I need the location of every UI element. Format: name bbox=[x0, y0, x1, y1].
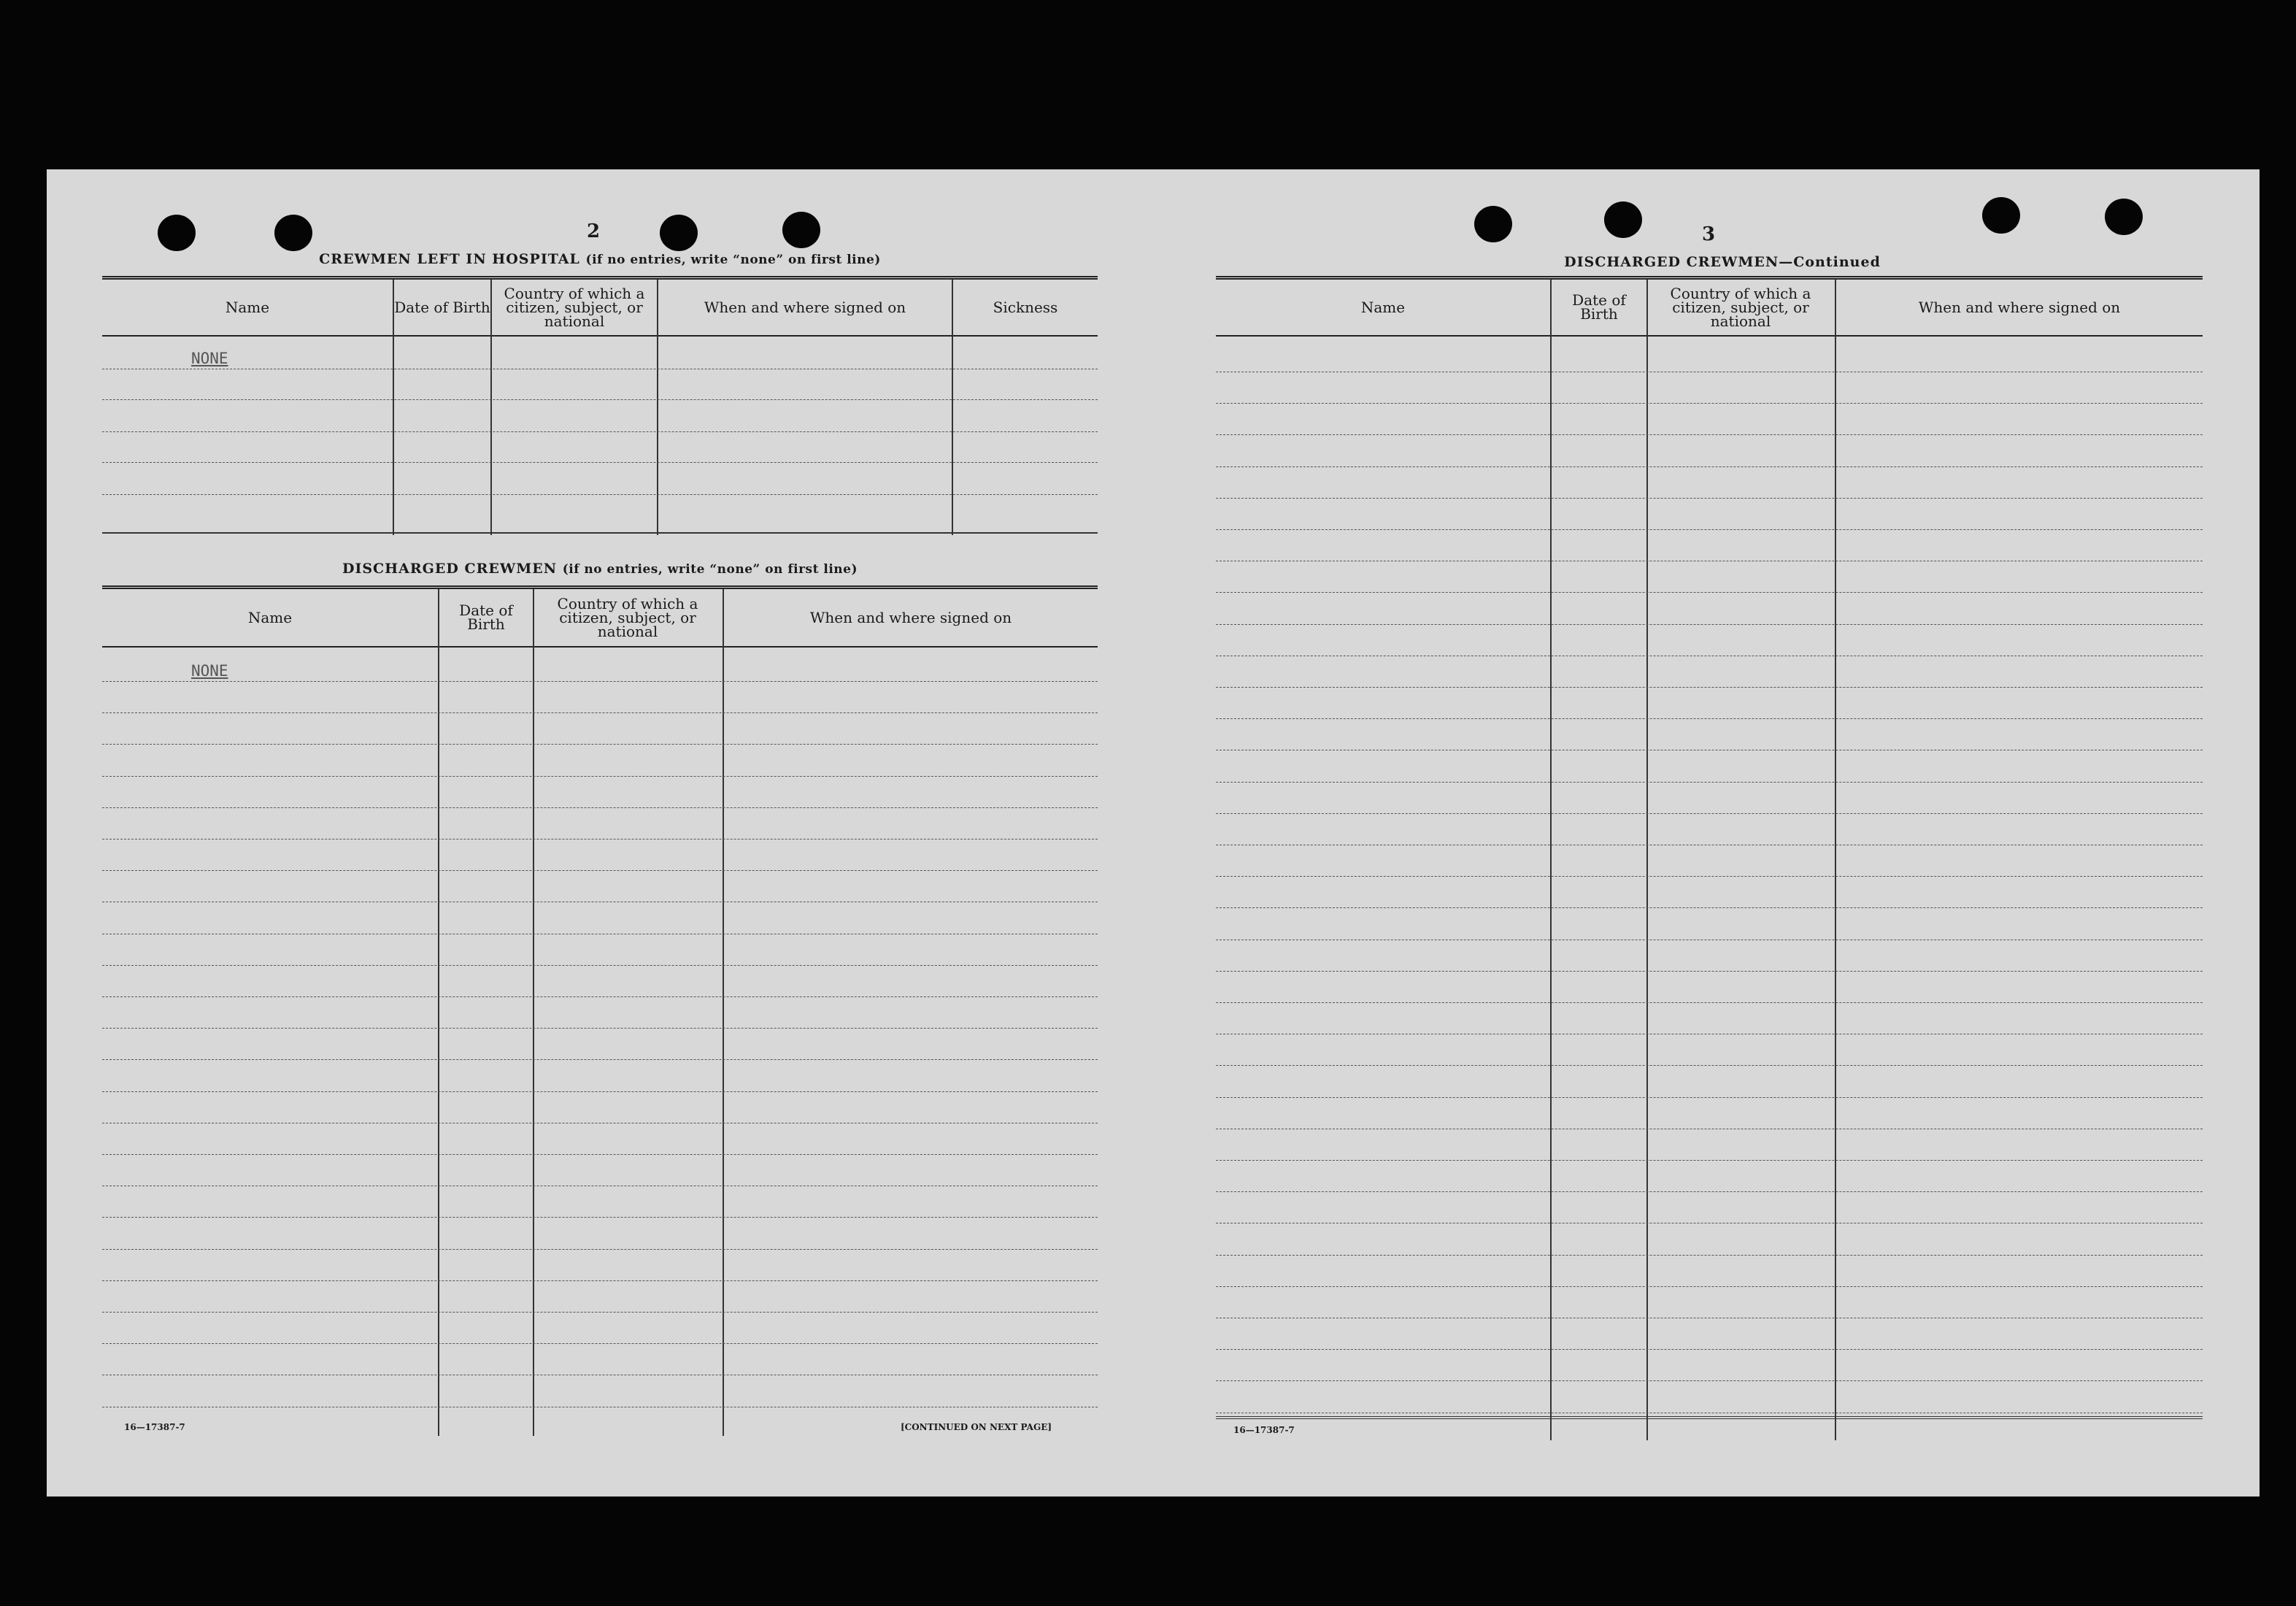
column-divider bbox=[657, 280, 658, 535]
handwritten-entry: NONE bbox=[191, 350, 228, 367]
punch-hole bbox=[158, 215, 196, 251]
table-row bbox=[102, 996, 1098, 997]
table-row bbox=[102, 1312, 1098, 1313]
column-divider bbox=[533, 589, 534, 1436]
table-row bbox=[102, 494, 1098, 495]
table-row bbox=[1216, 1191, 2203, 1192]
punch-hole bbox=[1604, 201, 1642, 238]
table-row bbox=[1216, 971, 2203, 972]
column-header-sickness: Sickness bbox=[993, 298, 1058, 316]
table-row bbox=[102, 681, 1098, 682]
column-header-date-of-birth: Date of Birth bbox=[459, 602, 513, 633]
table-row bbox=[102, 839, 1098, 840]
table-row bbox=[1216, 434, 2203, 435]
column-divider bbox=[490, 280, 492, 535]
punch-hole bbox=[2105, 199, 2143, 235]
hospital-section-title: CREWMEN LEFT IN HOSPITAL (if no entries, write “none” on first line) bbox=[319, 251, 881, 267]
table-row bbox=[1216, 403, 2203, 404]
table-row bbox=[1216, 529, 2203, 530]
column-header-country: Country of which a citizen, subject, or national bbox=[504, 284, 645, 330]
right-page bbox=[1153, 169, 2260, 1496]
table-row bbox=[102, 1028, 1098, 1029]
column-header-date-of-birth: Date of Birth bbox=[1572, 291, 1626, 323]
form-code: 16—17387-7 bbox=[1233, 1425, 1295, 1435]
punch-hole bbox=[274, 215, 312, 251]
table-row bbox=[102, 1154, 1098, 1155]
table-row bbox=[102, 807, 1098, 808]
table-row bbox=[102, 1280, 1098, 1281]
table-row bbox=[1216, 1002, 2203, 1003]
form-code: 16—17387-7 bbox=[124, 1422, 185, 1432]
column-header-name: Name bbox=[225, 298, 270, 316]
hospital-table bbox=[102, 276, 1098, 539]
table-row bbox=[1216, 907, 2203, 908]
table-row bbox=[102, 399, 1098, 400]
punch-hole bbox=[1474, 206, 1512, 242]
table-row bbox=[102, 712, 1098, 713]
column-header-name: Name bbox=[1360, 298, 1406, 316]
page-number: 3 bbox=[1702, 223, 1716, 245]
column-header-date-of-birth: Date of Birth bbox=[394, 298, 490, 316]
table-row bbox=[1216, 1065, 2203, 1066]
column-header-name: Name bbox=[247, 608, 293, 626]
continued-note: [CONTINUED ON NEXT PAGE] bbox=[901, 1422, 1052, 1432]
table-row bbox=[102, 776, 1098, 777]
table-row bbox=[1216, 1349, 2203, 1350]
table-row bbox=[102, 431, 1098, 432]
column-divider bbox=[438, 589, 439, 1436]
table-bottom-rule bbox=[102, 532, 1098, 534]
discharged-continued-table bbox=[1216, 276, 2203, 1446]
column-divider bbox=[952, 280, 953, 535]
column-divider bbox=[1550, 280, 1552, 1440]
column-divider bbox=[1835, 280, 1836, 1440]
table-row bbox=[102, 965, 1098, 966]
table-row bbox=[1216, 876, 2203, 877]
column-divider bbox=[393, 280, 394, 535]
table-row bbox=[1216, 813, 2203, 814]
discharged-section-title: DISCHARGED CREWMEN (if no entries, write “none” on first line) bbox=[342, 561, 858, 577]
column-header-country: Country of which a citizen, subject, or national bbox=[557, 594, 698, 640]
table-row bbox=[1216, 1286, 2203, 1287]
table-row bbox=[102, 1249, 1098, 1250]
punch-hole bbox=[782, 212, 820, 248]
column-header-country: Country of which a citizen, subject, or national bbox=[1670, 284, 1811, 330]
table-row bbox=[102, 1343, 1098, 1344]
table-row bbox=[1216, 624, 2203, 625]
handwritten-entry: NONE bbox=[191, 662, 228, 680]
left-page bbox=[47, 169, 1153, 1496]
column-header-signed-on: When and where signed on bbox=[809, 608, 1012, 626]
table-row bbox=[1216, 1097, 2203, 1098]
table-row bbox=[1216, 687, 2203, 688]
table-row bbox=[1216, 498, 2203, 499]
table-row bbox=[1216, 1380, 2203, 1381]
column-divider bbox=[723, 589, 724, 1436]
page-number: 2 bbox=[587, 220, 601, 242]
discharged-continued-title: DISCHARGED CREWMEN—Continued bbox=[1564, 254, 1881, 270]
table-row bbox=[1216, 466, 2203, 467]
column-header-signed-on: When and where signed on bbox=[1918, 298, 2121, 316]
column-header-signed-on: When and where signed on bbox=[704, 298, 906, 316]
table-row bbox=[1216, 718, 2203, 719]
punch-hole bbox=[1982, 197, 2020, 234]
table-row bbox=[1216, 592, 2203, 593]
table-bottom-rule bbox=[1216, 1416, 2203, 1419]
table-row bbox=[102, 870, 1098, 871]
table-row bbox=[102, 1091, 1098, 1092]
table-row bbox=[102, 1217, 1098, 1218]
discharged-table bbox=[102, 585, 1098, 1442]
table-row bbox=[1216, 1255, 2203, 1256]
punch-hole bbox=[660, 215, 698, 251]
table-row bbox=[1216, 1160, 2203, 1161]
table-row bbox=[102, 1059, 1098, 1060]
column-divider bbox=[1646, 280, 1648, 1440]
table-row bbox=[102, 744, 1098, 745]
table-row bbox=[1216, 782, 2203, 783]
table-row bbox=[102, 462, 1098, 463]
